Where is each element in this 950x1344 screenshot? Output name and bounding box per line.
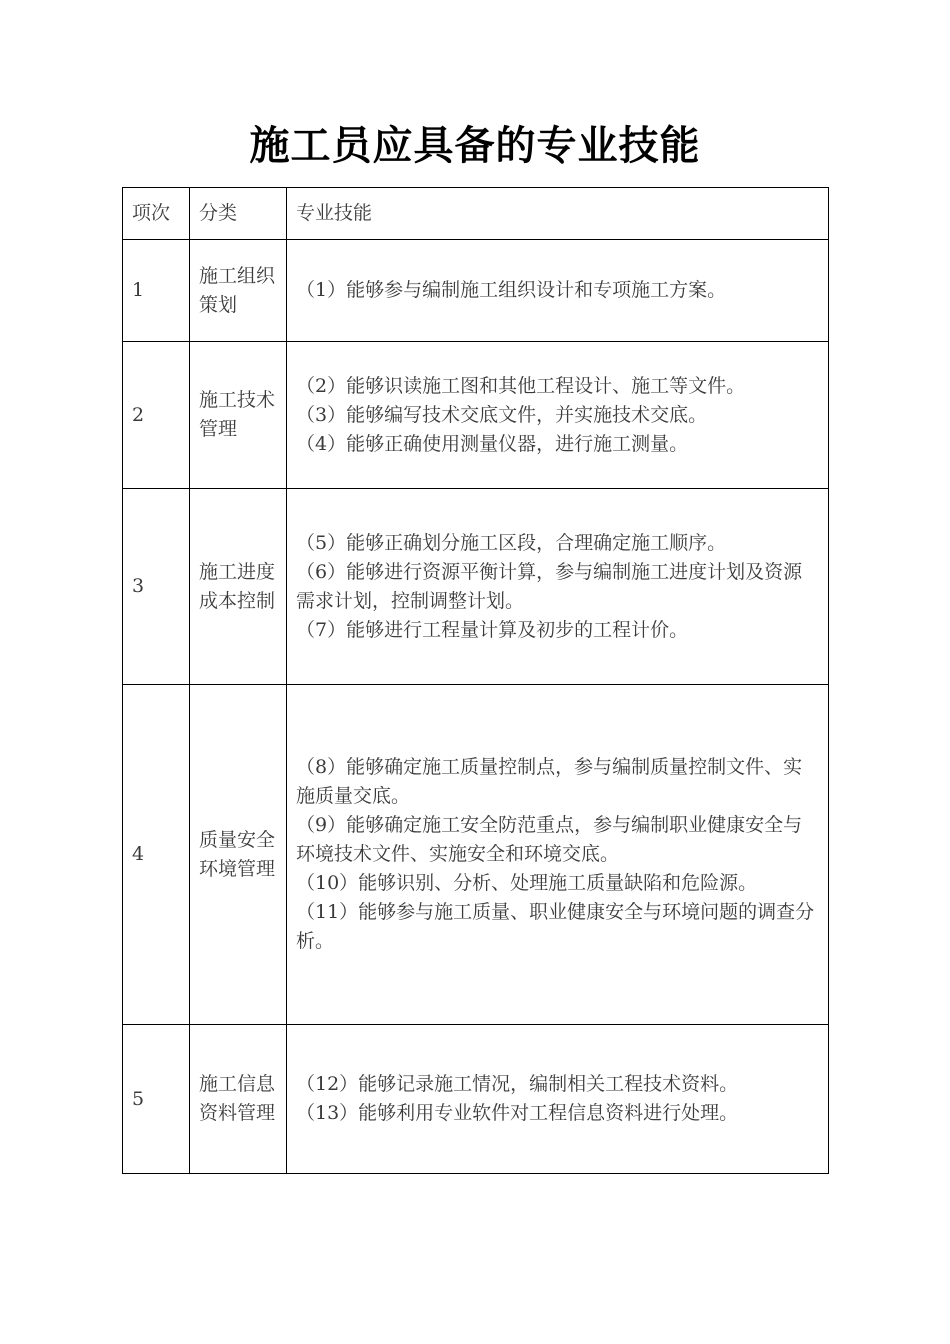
row-category: 施工组织策划 — [190, 240, 287, 342]
skill-item: （1）能够参与编制施工组织设计和专项施工方案。 — [296, 279, 727, 301]
skill-item: （2）能够识读施工图和其他工程设计、施工等文件。 — [296, 374, 746, 397]
row-no: 1 — [123, 240, 190, 342]
skill-item: （8）能够确定施工质量控制点，参与编制质量控制文件、实施质量交底。 — [296, 756, 803, 807]
row-skills — [287, 1025, 829, 1174]
skill-item: （9）能够确定施工安全防范重点，参与编制职业健康安全与环境技术文件、实施安全和环境交底。 — [296, 814, 803, 865]
skill-item: （11）能够参与施工质量、职业健康安全与环境问题的调查分析。 — [296, 901, 815, 952]
skill-item: （13）能够利用专业软件对工程信息资料进行处理。 — [296, 1102, 739, 1124]
skill-item: （5）能够正确划分施工区段，合理确定施工顺序。 — [296, 531, 727, 554]
row-skills — [287, 685, 829, 1025]
table-row — [123, 1025, 829, 1174]
row-category: 施工进度成本控制 — [190, 489, 287, 685]
row-skills — [287, 489, 829, 685]
skill-item: （6）能够进行资源平衡计算，参与编制施工进度计划及资源需求计划，控制调整计划。 — [296, 560, 803, 612]
row-no: 2 — [123, 342, 190, 489]
header-category: 分类 — [190, 188, 287, 240]
row-no: 3 — [123, 489, 190, 685]
row-skills — [287, 342, 829, 489]
header-skills: 专业技能 — [287, 188, 829, 240]
row-no: 5 — [123, 1025, 190, 1174]
row-category: 施工信息资料管理 — [190, 1025, 287, 1174]
skill-item: （12）能够记录施工情况，编制相关工程技术资料。 — [296, 1073, 739, 1095]
row-category: 施工技术管理 — [190, 342, 287, 489]
skill-item: （3）能够编写技术交底文件，并实施技术交底。 — [296, 403, 708, 426]
row-skills — [287, 240, 829, 342]
skill-item: （10）能够识别、分析、处理施工质量缺陷和危险源。 — [296, 872, 758, 894]
skills-table — [122, 187, 829, 1174]
table-row — [123, 240, 829, 342]
table-row — [123, 342, 829, 489]
table-header-row — [123, 188, 829, 240]
row-category: 质量安全环境管理 — [190, 685, 287, 1025]
header-item-no: 项次 — [123, 188, 190, 240]
skill-item: （7）能够进行工程量计算及初步的工程计价。 — [296, 618, 689, 641]
page-title: 施工员应具备的专业技能 — [249, 123, 701, 169]
skill-item: （4）能够正确使用测量仪器，进行施工测量。 — [296, 432, 689, 455]
table-row — [123, 489, 829, 685]
table-row — [123, 685, 829, 1025]
row-no: 4 — [123, 685, 190, 1025]
